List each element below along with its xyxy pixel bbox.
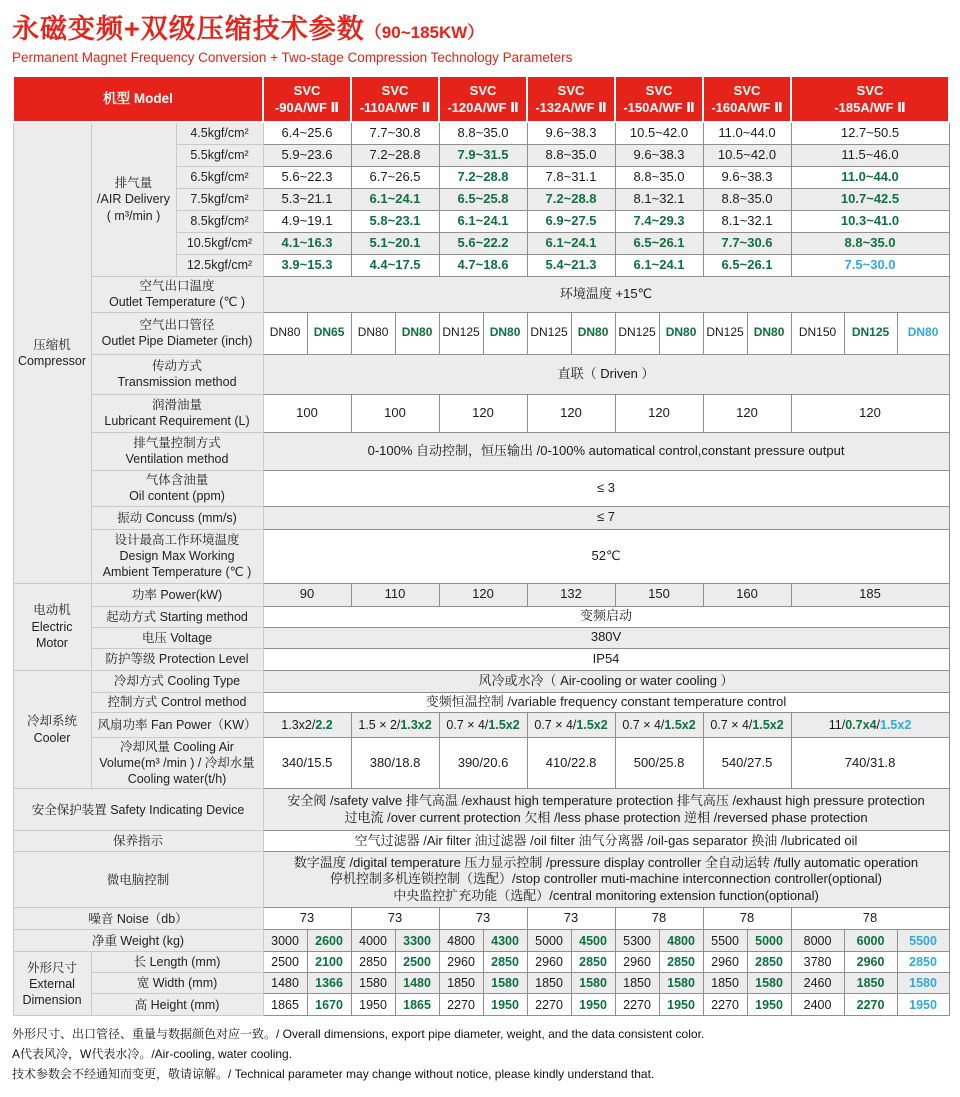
value-cell: DN125 (703, 312, 747, 354)
value-cell: 7.2~28.8 (439, 166, 527, 188)
value-cell: 2270 (439, 994, 483, 1016)
footnotes (12, 1025, 948, 1084)
value-cell: 5300 (615, 930, 659, 952)
value-cell: 11.5~46.0 (791, 144, 949, 166)
value-cell: 7.4~29.3 (615, 210, 703, 232)
value-cell: 5.6~22.2 (439, 232, 527, 254)
value-cell: DN65 (307, 312, 351, 354)
footnote: 外形尺寸、出口管径、重量与数据颜色对应一致。/ Overall dimensions, export pipe diameter, weight, and the data consistent color. (12, 1027, 705, 1042)
value-cell: 1850 (615, 973, 659, 994)
model-header-svc160: SVC -160A/WF Ⅱ (703, 76, 791, 122)
row-label: 微电脑控制 (13, 852, 263, 908)
value-cell: 110 (351, 583, 439, 606)
value-cell: 1950 (351, 994, 395, 1016)
value-cell: 1480 (263, 973, 307, 994)
value-cell: 5500 (897, 930, 949, 952)
value-cell: 2850 (659, 952, 703, 973)
parameters-table (12, 75, 950, 1016)
value-cell: 8.8~35.0 (439, 122, 527, 144)
value-cell: 2500 (395, 952, 439, 973)
value-cell: 390/20.6 (439, 737, 527, 789)
value-cell: 132 (527, 583, 615, 606)
merged-value-cell: 空气过滤器 /Air filter 油过滤器 /oil filter 油气分离器 /oil-gas separator 换油 /lubricated oil (263, 831, 949, 852)
value-cell: 5.4~21.3 (527, 254, 615, 276)
value-cell: DN80 (483, 312, 527, 354)
row-label: 传动方式 Transmission method (91, 354, 263, 394)
row-label: 安全保护装置 Safety Indicating Device (13, 789, 263, 831)
row-group-label: 外形尺寸 External Dimension (13, 952, 91, 1016)
value-cell: 2270 (527, 994, 571, 1016)
merged-value-cell: 变频启动 (263, 606, 949, 627)
value-cell: 4.7~18.6 (439, 254, 527, 276)
row-label: 噪音 Noise（db） (13, 908, 263, 930)
row-sub-label: 排气量 /AIR Delivery ( m³/min ) (91, 122, 176, 276)
value-cell: 3300 (395, 930, 439, 952)
row-label: 控制方式 Control method (91, 692, 263, 712)
merged-value-cell: ≤ 3 (263, 470, 949, 506)
value-cell: 6.5~25.8 (439, 188, 527, 210)
value-cell: 5.3~21.1 (263, 188, 351, 210)
value-cell: 150 (615, 583, 703, 606)
value-cell: 100 (263, 394, 351, 432)
value-cell: 1580 (659, 973, 703, 994)
value-cell: 0.7 × 4/1.5x2 (439, 712, 527, 737)
footnote: A代表风冷，W代表水冷。/Air-cooling, water cooling. (12, 1047, 293, 1062)
value-cell: 0.7 × 4/1.5x2 (703, 712, 791, 737)
model-header-svc120: SVC -120A/WF Ⅱ (439, 76, 527, 122)
page-title (12, 10, 948, 45)
value-cell: 2850 (747, 952, 791, 973)
value-cell: 500/25.8 (615, 737, 703, 789)
row-label: 高 Height (mm) (91, 994, 263, 1016)
value-cell: 1950 (897, 994, 949, 1016)
value-cell: 185 (791, 583, 949, 606)
value-cell: 7.7~30.6 (703, 232, 791, 254)
value-cell: DN80 (263, 312, 307, 354)
value-cell: 78 (791, 908, 949, 930)
row-label: 气体含油量 Oil content (ppm) (91, 470, 263, 506)
value-cell: DN80 (659, 312, 703, 354)
value-cell: 8000 (791, 930, 844, 952)
value-cell: DN125 (527, 312, 571, 354)
value-cell: 1850 (703, 973, 747, 994)
row-label: 设计最高工作环境温度 Design Max Working Ambient Temperature (℃ ) (91, 529, 263, 583)
value-cell: 8.8~35.0 (791, 232, 949, 254)
merged-value-cell: 0-100% 自动控制，恒压输出 /0-100% automatical control,constant pressure output (263, 432, 949, 470)
value-cell: 10.5~42.0 (703, 144, 791, 166)
value-cell: 1580 (747, 973, 791, 994)
row-label: 空气出口温度 Outlet Temperature (℃ ) (91, 276, 263, 312)
row-group-label: 压缩机 Compressor (13, 122, 91, 583)
value-cell: 6.9~27.5 (527, 210, 615, 232)
row-label: 8.5kgf/cm² (176, 210, 263, 232)
value-cell: 2270 (844, 994, 897, 1016)
value-cell: 2850 (897, 952, 949, 973)
value-cell: DN80 (571, 312, 615, 354)
value-cell: 73 (527, 908, 615, 930)
value-cell: 120 (791, 394, 949, 432)
value-cell: 100 (351, 394, 439, 432)
value-cell: 5000 (747, 930, 791, 952)
table-body (13, 122, 949, 1016)
value-cell: 6.1~24.1 (527, 232, 615, 254)
value-cell: 2960 (844, 952, 897, 973)
row-label: 12.5kgf/cm² (176, 254, 263, 276)
merged-value-cell: 380V (263, 627, 949, 648)
value-cell: 5.1~20.1 (351, 232, 439, 254)
row-group-label: 电动机 Electric Motor (13, 583, 91, 670)
row-label: 防护等级 Protection Level (91, 648, 263, 670)
value-cell: 2270 (703, 994, 747, 1016)
row-label: 电压 Voltage (91, 627, 263, 648)
row-label: 保养指示 (13, 831, 263, 852)
value-cell: 2500 (263, 952, 307, 973)
row-label: 功率 Power(kW) (91, 583, 263, 606)
value-cell: 11/0.7x4/1.5x2 (791, 712, 949, 737)
value-cell: 1580 (897, 973, 949, 994)
model-header-svc185: SVC -185A/WF Ⅱ (791, 76, 949, 122)
value-cell: 11.0~44.0 (791, 166, 949, 188)
value-cell: 2850 (351, 952, 395, 973)
value-cell: 1366 (307, 973, 351, 994)
row-label: 冷却风量 Cooling Air Volume(m³ /min ) / 冷却水量 Cooling water(t/h) (91, 737, 263, 789)
merged-value-cell: 直联（ Driven ） (263, 354, 949, 394)
value-cell: 4.4~17.5 (351, 254, 439, 276)
value-cell: 2960 (527, 952, 571, 973)
value-cell: DN80 (897, 312, 949, 354)
row-label: 10.5kgf/cm² (176, 232, 263, 254)
value-cell: 5.8~23.1 (351, 210, 439, 232)
value-cell: 0.7 × 4/1.5x2 (527, 712, 615, 737)
value-cell: 7.2~28.8 (527, 188, 615, 210)
value-cell: 1865 (263, 994, 307, 1016)
value-cell: 8.8~35.0 (703, 188, 791, 210)
value-cell: 2850 (571, 952, 615, 973)
value-cell: 0.7 × 4/1.5x2 (615, 712, 703, 737)
merged-value-cell: 安全阀 /safety valve 排气高温 /exhaust high temperature protection 排气高压 /exhaust high pressure protection 过电流 /over current protection 欠相 /less phase protection 逆相 /reversed phase protection (263, 789, 949, 831)
value-cell: DN80 (351, 312, 395, 354)
row-label: 长 Length (mm) (91, 952, 263, 973)
page-title-zh: 永磁变频+双级压缩技术参数 (12, 14, 365, 44)
value-cell: 7.5~30.0 (791, 254, 949, 276)
value-cell: 2100 (307, 952, 351, 973)
value-cell: 1580 (571, 973, 615, 994)
value-cell: 6.1~24.1 (615, 254, 703, 276)
merged-value-cell: ≤ 7 (263, 506, 949, 529)
value-cell: 120 (527, 394, 615, 432)
merged-value-cell: 数字温度 /digital temperature 压力显示控制 /pressure display controller 全自动运转 /fully automatic operation 停机控制多机连锁控制（选配）/stop controller muti-machine interconnection controller(optional) 中央监控扩充功能（选配）/central monitoring extension function(optional) (263, 852, 949, 908)
value-cell: 6.5~26.1 (703, 254, 791, 276)
row-label: 空气出口管径 Outlet Pipe Diameter (inch) (91, 312, 263, 354)
value-cell: 6.1~24.1 (351, 188, 439, 210)
value-cell: 73 (351, 908, 439, 930)
model-header-svc150: SVC -150A/WF Ⅱ (615, 76, 703, 122)
row-label: 排气量控制方式 Ventilation method (91, 432, 263, 470)
value-cell: 1865 (395, 994, 439, 1016)
value-cell: 160 (703, 583, 791, 606)
value-cell: 12.7~50.5 (791, 122, 949, 144)
model-header-row (13, 76, 949, 122)
value-cell: DN125 (844, 312, 897, 354)
value-cell: 4300 (483, 930, 527, 952)
value-cell: 4800 (659, 930, 703, 952)
value-cell: 120 (439, 394, 527, 432)
value-cell: 2600 (307, 930, 351, 952)
value-cell: 2400 (791, 994, 844, 1016)
value-cell: 4500 (571, 930, 615, 952)
value-cell: 2960 (615, 952, 659, 973)
merged-value-cell: 环境温度 +15℃ (263, 276, 949, 312)
value-cell: 6.7~26.5 (351, 166, 439, 188)
value-cell: 2270 (615, 994, 659, 1016)
value-cell: 9.6~38.3 (615, 144, 703, 166)
value-cell: 73 (263, 908, 351, 930)
value-cell: 3000 (263, 930, 307, 952)
value-cell: 2960 (703, 952, 747, 973)
model-header-label: 机型 Model (13, 76, 263, 122)
merged-value-cell: IP54 (263, 648, 949, 670)
row-label: 风扇功率 Fan Power（KW） (91, 712, 263, 737)
value-cell: DN150 (791, 312, 844, 354)
value-cell: 2460 (791, 973, 844, 994)
value-cell: 3.9~15.3 (263, 254, 351, 276)
value-cell: 90 (263, 583, 351, 606)
value-cell: 3780 (791, 952, 844, 973)
value-cell: 1.5 × 2/1.3x2 (351, 712, 439, 737)
value-cell: 1480 (395, 973, 439, 994)
model-header-svc90: SVC -90A/WF Ⅱ (263, 76, 351, 122)
value-cell: 120 (439, 583, 527, 606)
value-cell: 8.8~35.0 (615, 166, 703, 188)
value-cell: 7.9~31.5 (439, 144, 527, 166)
row-label: 5.5kgf/cm² (176, 144, 263, 166)
merged-value-cell: 52℃ (263, 529, 949, 583)
value-cell: DN80 (747, 312, 791, 354)
value-cell: 4000 (351, 930, 395, 952)
value-cell: 7.7~30.8 (351, 122, 439, 144)
row-label: 6.5kgf/cm² (176, 166, 263, 188)
row-label: 净重 Weight (kg) (13, 930, 263, 952)
value-cell: 4.9~19.1 (263, 210, 351, 232)
value-cell: 410/22.8 (527, 737, 615, 789)
row-label: 7.5kgf/cm² (176, 188, 263, 210)
value-cell: 1850 (439, 973, 483, 994)
value-cell: 5.6~22.3 (263, 166, 351, 188)
model-header-svc132: SVC -132A/WF Ⅱ (527, 76, 615, 122)
value-cell: 1950 (483, 994, 527, 1016)
value-cell: DN125 (615, 312, 659, 354)
value-cell: 73 (439, 908, 527, 930)
row-label: 振动 Concuss (mm/s) (91, 506, 263, 529)
value-cell: 380/18.8 (351, 737, 439, 789)
value-cell: 540/27.5 (703, 737, 791, 789)
value-cell: 78 (703, 908, 791, 930)
value-cell: 5.9~23.6 (263, 144, 351, 166)
value-cell: 6.1~24.1 (439, 210, 527, 232)
value-cell: 1850 (527, 973, 571, 994)
value-cell: 2960 (439, 952, 483, 973)
value-cell: 1950 (571, 994, 615, 1016)
value-cell: 5000 (527, 930, 571, 952)
value-cell: 8.1~32.1 (615, 188, 703, 210)
value-cell: 8.1~32.1 (703, 210, 791, 232)
row-label: 4.5kgf/cm² (176, 122, 263, 144)
row-label: 宽 Width (mm) (91, 973, 263, 994)
value-cell: 340/15.5 (263, 737, 351, 789)
value-cell: 9.6~38.3 (527, 122, 615, 144)
merged-value-cell: 风冷或水冷（ Air-cooling or water cooling ） (263, 670, 949, 692)
value-cell: 1580 (351, 973, 395, 994)
value-cell: DN125 (439, 312, 483, 354)
value-cell: DN80 (395, 312, 439, 354)
value-cell: 11.0~44.0 (703, 122, 791, 144)
value-cell: 10.7~42.5 (791, 188, 949, 210)
row-label: 冷却方式 Cooling Type (91, 670, 263, 692)
value-cell: 1.3x2/2.2 (263, 712, 351, 737)
value-cell: 10.3~41.0 (791, 210, 949, 232)
value-cell: 1950 (659, 994, 703, 1016)
page-title-power-range: （90~185KW） (364, 23, 485, 42)
value-cell: 6000 (844, 930, 897, 952)
value-cell: 120 (615, 394, 703, 432)
value-cell: 4.1~16.3 (263, 232, 351, 254)
value-cell: 6.5~26.1 (615, 232, 703, 254)
row-label: 润滑油量 Lubricant Requirement (L) (91, 394, 263, 432)
value-cell: 7.2~28.8 (351, 144, 439, 166)
value-cell: 740/31.8 (791, 737, 949, 789)
value-cell: 10.5~42.0 (615, 122, 703, 144)
row-group-label: 冷却系统 Cooler (13, 670, 91, 789)
value-cell: 2850 (483, 952, 527, 973)
value-cell: 1580 (483, 973, 527, 994)
value-cell: 4800 (439, 930, 483, 952)
value-cell: 6.4~25.6 (263, 122, 351, 144)
value-cell: 9.6~38.3 (703, 166, 791, 188)
value-cell: 7.8~31.1 (527, 166, 615, 188)
row-label: 起动方式 Starting method (91, 606, 263, 627)
value-cell: 5500 (703, 930, 747, 952)
value-cell: 120 (703, 394, 791, 432)
merged-value-cell: 变频恒温控制 /variable frequency constant temperature control (263, 692, 949, 712)
value-cell: 1950 (747, 994, 791, 1016)
model-header-svc110: SVC -110A/WF Ⅱ (351, 76, 439, 122)
value-cell: 1850 (844, 973, 897, 994)
value-cell: 78 (615, 908, 703, 930)
value-cell: 1670 (307, 994, 351, 1016)
page-subtitle: Permanent Magnet Frequency Conversion + Two-stage Compression Technology Parameters (12, 50, 573, 66)
value-cell: 8.8~35.0 (527, 144, 615, 166)
footnote: 技术参数会不经通知而变更，敬请谅解。/ Technical parameter may change without notice, please kindly understand that. (12, 1067, 655, 1082)
